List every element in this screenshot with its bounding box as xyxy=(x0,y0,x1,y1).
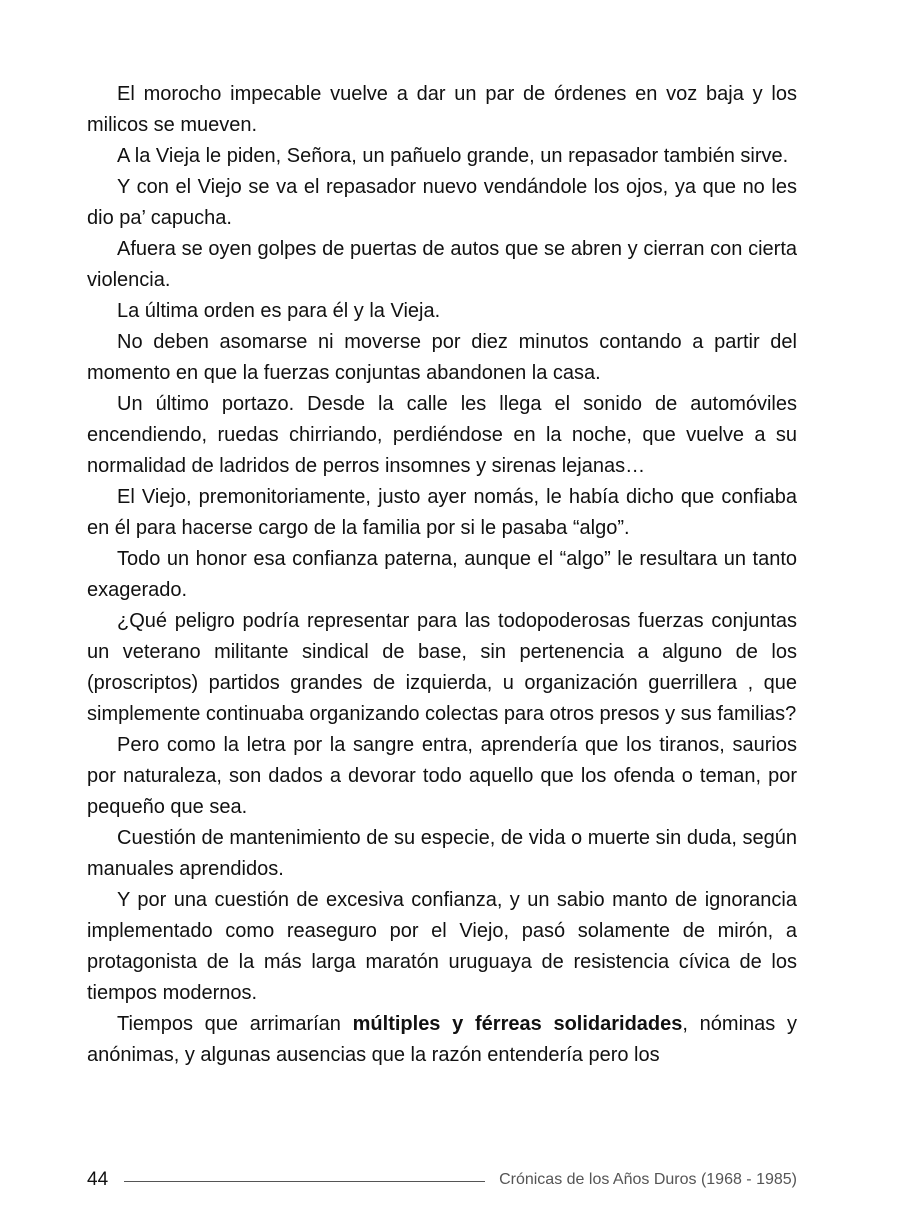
paragraph-6: No deben asomarse ni moverse por diez minutos contando a partir del momento en que la fuerzas conjuntas abandonen la casa. xyxy=(87,331,797,384)
paragraph-8: El Viejo, premonitoriamente, justo ayer nomás, le había dicho que confiaba en él para hacerse cargo de la familia por si le pasaba “algo”. xyxy=(87,486,797,539)
paragraph-13: Y por una cuestión de excesiva confianza, y un sabio manto de ignorancia implementado como reaseguro por el Viejo, pasó solamente de mirón, a protagonista de la más larga maratón uruguaya de resistencia cívica de los tiempos modernos. xyxy=(87,889,797,1004)
paragraph-10: ¿Qué peligro podría representar para las todopoderosas fuerzas conjuntas un veterano militante sindical de base, sin pertenencia a alguno de los (proscriptos) partidos grandes de izquierda, u organización guerrillera , que simplemente continuaba organizando colectas para otros presos y sus familias? xyxy=(87,610,797,725)
paragraph-14-lead: Tiempos que arrimarían xyxy=(117,1013,353,1035)
paragraph-1: El morocho impecable vuelve a dar un par de órdenes en voz baja y los milicos se mueven. xyxy=(87,83,797,136)
paragraph-14-tail: , nóminas y anónimas, y algunas ausencias que la razón entendería pero los xyxy=(87,1013,797,1066)
paragraph-12: Cuestión de mantenimiento de su especie, de vida o muerte sin duda, según manuales aprendidos. xyxy=(87,827,797,880)
paragraph-7: Un último portazo. Desde la calle les llega el sonido de automóviles encendiendo, ruedas chirriando, perdiéndose en la noche, que vuelve a su normalidad de ladridos de perros insomnes y sirenas lejanas… xyxy=(87,393,797,477)
paragraph-14-bold-phrase: múltiples y férreas solidaridades xyxy=(352,1013,683,1035)
page-number: 44 xyxy=(87,1169,109,1190)
footer-rule xyxy=(124,1181,485,1182)
page-footer xyxy=(87,1168,797,1192)
paragraph-11: Pero como la letra por la sangre entra, aprendería que los tiranos, saurios por naturaleza, son dados a devorar todo aquello que los ofenda o teman, por pequeño que sea. xyxy=(87,734,797,818)
running-title: Crónicas de los Años Duros (1968 - 1985) xyxy=(499,1171,797,1188)
paragraph-9: Todo un honor esa confianza paterna, aunque el “algo” le resultara un tanto exagerado. xyxy=(87,548,797,601)
paragraph-2: A la Vieja le piden, Señora, un pañuelo grande, un repasador también sirve. xyxy=(117,145,789,167)
paragraph-4: Afuera se oyen golpes de puertas de autos que se abren y cierran con cierta violencia. xyxy=(87,238,797,291)
page-body xyxy=(87,79,797,1071)
paragraph-14 xyxy=(87,1009,797,1071)
paragraph-5: La última orden es para él y la Vieja. xyxy=(117,300,441,322)
paragraph-3: Y con el Viejo se va el repasador nuevo vendándole los ojos, ya que no les dio pa’ capucha. xyxy=(87,176,797,229)
